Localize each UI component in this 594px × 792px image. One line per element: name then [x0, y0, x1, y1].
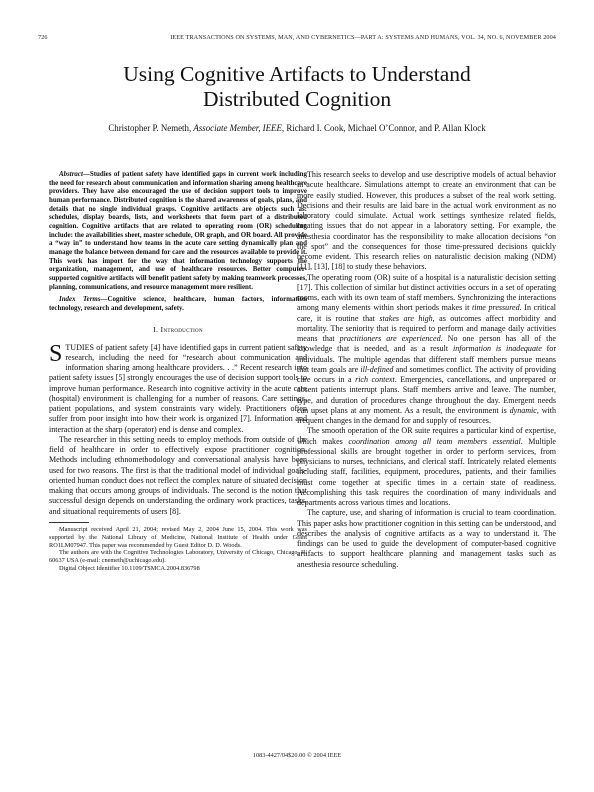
- right-paragraph-4: The capture, use, and sharing of information is crucial to team coordination. This paper asks how practitioner cognition in this setting can be understood, and describes the analysis of cognitive artifacts as a way to understand it. The findings can be used to guide the development of computer-based cognitive artifacts to support healthcare planning and management tasks such as anesthesia resource scheduling.: [297, 508, 557, 569]
- author-1: Christopher P. Nemeth,: [108, 123, 192, 133]
- abstract-text: Studies of patient safety have identified gaps in current work including the need for research about communication and information sharing among healthcare providers. They have also encouraged the use of decision support tools to improve human performance. Distributed cognition is the shared awareness of goals, plans, and details that no single individual grasps. Cognitive artifacts are objects such as: schedules, display boards, lists, and worksheets that form part of a distributed cognition. Cognitive artifacts that are related to operating room (OR) scheduling include: the availabilities sheet, master schedule, OR graph, and OR board. All provide a “way in” to understand how teams in the acute care setting dynamically plan and manage the balance between demand for care and the resources available to provide it. This work has import for the way that information technology supports the organization, management, and use of healthcare resources. Better computer-supported cognitive artifacts will benefit patient safety by making teamwork processes, planning, communications, and resource management more resilient.: [49, 170, 307, 291]
- section-heading: [49, 325, 307, 334]
- r2-emph-4: information is inadequate: [452, 344, 542, 354]
- r3-emph-1: coordination among all team members essential: [348, 436, 521, 446]
- r2-text-a: The operating room (OR) suite of a hospital is a naturalistic decision setting [17]. This collection of similar but distinct activities occurs in a set of operating rooms, each with its own team of staff members. Synchronizing the interactions among many elements within short periods makes it: [297, 272, 556, 313]
- section-title: Introduction: [160, 324, 203, 334]
- left-column: [49, 170, 307, 573]
- paper-title: [0, 62, 594, 112]
- index-terms: [49, 295, 307, 312]
- index-terms-label: Index Terms—: [59, 295, 108, 304]
- r2-emph-3: practitioners are experienced: [339, 334, 441, 343]
- intro-paragraph-1-text: TUDIES of patient safety [4] have identified gaps in current patient safety research, including the need for “research about communication and information sharing among healthcare providers. . .” Recent research into patient safety issues [5] strongly encourages the use of decision support tools to improve human performance. Research into cognitive activity in the acute care (hospital) environment is challenging for a number of reasons. Care settings, patient populations, and system constraints vary widely. Practitioners often suffer from poor insight into how their work is organized [7]. Information and interaction at the sharp (operator) end is dense and complex.: [49, 342, 307, 434]
- footnote-manuscript: Manuscript received April 21, 2004; revised May 2, 2004 June 15, 2004. This work was supported by the National Library of Medicine, National Institute of Health under Grant RO1LM07947. This paper was recommended by Guest Editor D. D. Woods.: [49, 525, 307, 549]
- index-terms-text: Cognitive science, healthcare, human factors, information technology, research and development, safety.: [49, 295, 307, 312]
- right-paragraph-1: This research seeks to develop and use descriptive models of actual behavior in acute healthcare. Simulations attempt to create an environment that can be more easily studied. However, this produces a subset of the real work setting. Decisions and their results are laid bare in the actual work environment as no laboratory could simulate. Actual work settings synthesize related fields, creating issues that do not appear in a laboratory setting. For example, the anesthesia coordinator has the responsibility to make allocation decisions “on the spot” and the consequences for those time-pressured decisions quickly become evident. This research relies on naturalistic decision making (NDM) [11], [13], [18] to study these behaviors.: [297, 170, 556, 272]
- footnote-doi: Digital Object Identifier 10.1109/TSMCA.2004.836798: [59, 565, 200, 573]
- abstract: [49, 170, 307, 291]
- page-number: 726: [38, 34, 48, 41]
- drop-cap: S: [49, 340, 63, 367]
- title-line-1: Using Cognitive Artifacts to Understand: [123, 62, 471, 86]
- footnote-rule: [49, 522, 89, 523]
- section-numeral: I.: [153, 324, 159, 334]
- r2-text-e: for individuals. The multiple agendas that different staff members pursue means that team goals are: [297, 344, 556, 374]
- intro-paragraph-2: The researcher in this setting needs to employ methods from outside of the field of healthcare in order to effectively expose practitioner cognition. Methods including ethnomethodology and conversational analysis have been used for two reasons. The first is that the traditional model of individual goals-oriented human conduct does not reflect the complex nature of situated decision making that occurs among groups of individuals. The second is the notion that successful design depends on understanding the ordinary work practices, tasks, and situational requirements of users [8].: [49, 434, 307, 516]
- intro-paragraph-1: [49, 340, 307, 435]
- author-1-role: Associate Member, IEEE,: [193, 123, 285, 133]
- footnote-affiliation: The authors are with the Cognitive Technologies Laboratory, University of Chicago, Chicago, IL 60637 USA (e-mail: cnemeth@uchicago.edu).: [49, 549, 307, 565]
- journal-header: IEEE TRANSACTIONS ON SYSTEMS, MAN, AND CYBERNETICS—PART A: SYSTEMS AND HUMANS, VOL. 34, NO. 6, NOVEMBER 2004: [170, 34, 556, 41]
- abstract-label: Abstract—: [59, 170, 90, 178]
- r2-emph-6: rich context: [355, 375, 395, 384]
- r2-text-d: . No one person has all of the knowledge that is needed, and as a result: [297, 334, 556, 354]
- r2-text-c: , as outcomes affect morbidity and mortality. The seniority that is required to perform and manage daily activities means that: [297, 313, 556, 343]
- r2-emph-1: time pressured: [471, 303, 520, 313]
- copyright-line: 1083-4427/04$20.00 © 2004 IEEE: [252, 752, 342, 759]
- r2-emph-2: stakes are high: [379, 313, 433, 323]
- r2-text-b: . In critical care, it is routine that: [297, 303, 556, 323]
- right-paragraph-3: [297, 426, 556, 508]
- right-column: [297, 170, 556, 570]
- title-line-2: Distributed Cognition: [202, 87, 392, 111]
- r2-text-h: , with frequent changes in the demand for and supply of resources.: [297, 405, 556, 425]
- author-list: [0, 123, 594, 133]
- r3-text-b: . Multiple professional skills are brought together in order to perform services, from physicians to nurses, technicians, and clerical staff. Intricately related elements including staff, facilities, equipment, procedures, patients, and their families must come together at specific times in a certain state of readiness. Accomplishing this task requires the coordination of many individuals and departments across various times and locations.: [297, 436, 556, 507]
- r3-text-a: The smooth operation of the OR suite requires a particular kind of expertise, which makes: [297, 426, 556, 446]
- right-paragraph-2: [297, 273, 556, 427]
- r2-emph-7: dynamic: [509, 405, 537, 415]
- r2-text-f: and sometimes conflict. The activity of providing care occurs in a: [297, 364, 557, 384]
- r2-text-g: . Emergencies, cancellations, and unprepared or absent patients interrupt plans. Staff members arrive and leave. The number, type, and duration of procedures change throughout the day. Emergent needs can upset plans at any moment. As a result, the environment is: [297, 375, 556, 415]
- r2-emph-5: ill-defined: [360, 364, 394, 374]
- other-authors: Richard I. Cook, Michael O’Connor, and P. Allan Klock: [286, 123, 486, 133]
